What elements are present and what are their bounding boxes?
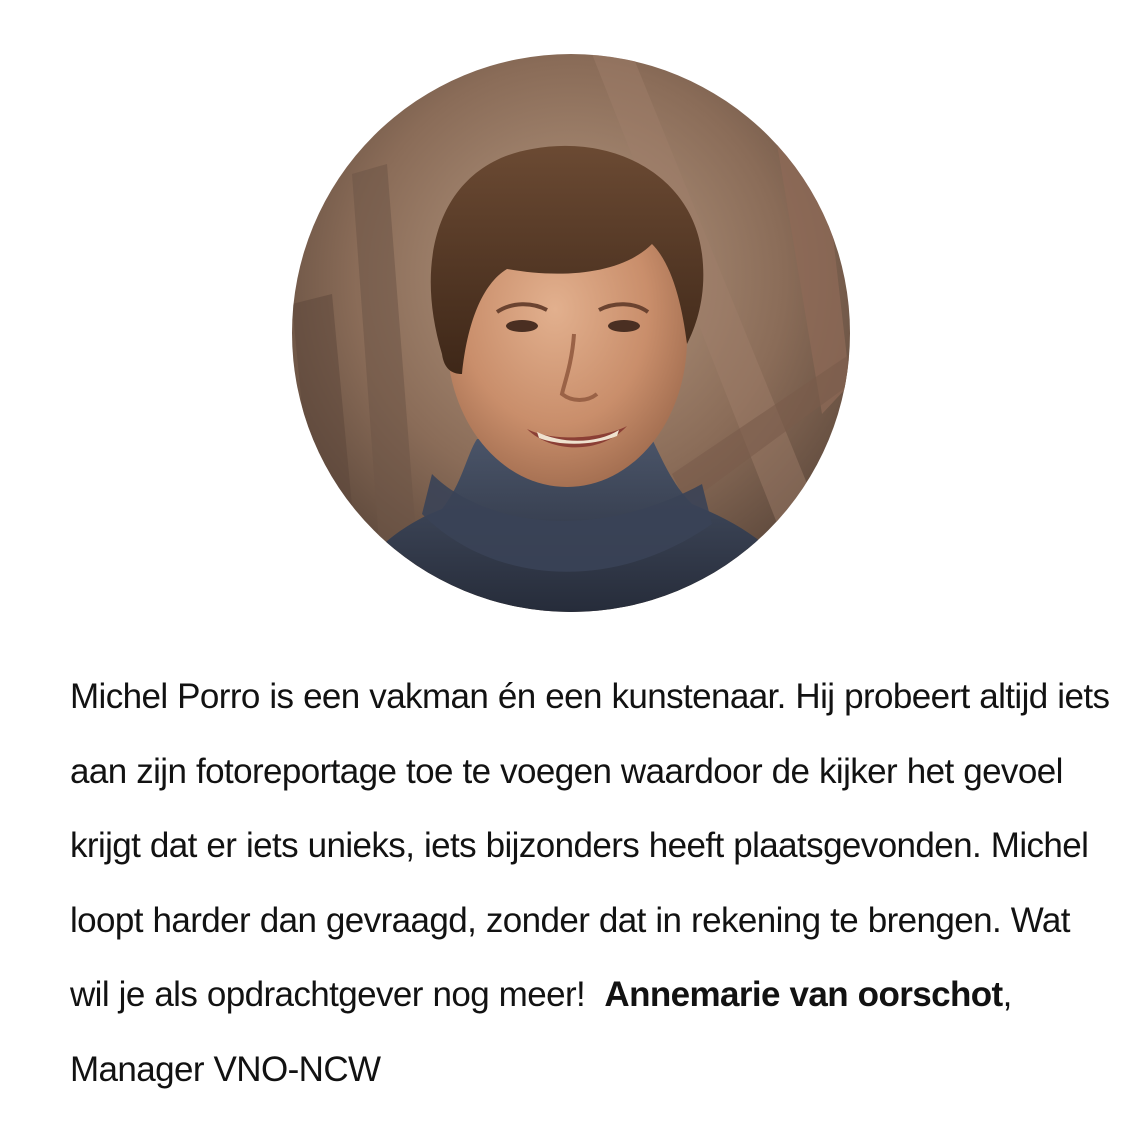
testimonial-text [70,660,1110,1107]
testimonial-quote: Michel Porro is een vakman én een kunstenaar. Hij probeert altijd iets aan zijn fotoreportage toe te voegen waardoor de kijker het gevoel krijgt dat er iets unieks, iets bijzonders heeft plaatsgevonden. Michel loopt harder dan gevraagd, zonder dat in rekening te brengen. Wat wil je als opdrachtgever nog meer! [70,677,1110,1014]
testimonial-author: Annemarie van oorschot [604,975,1003,1014]
portrait-illustration [292,54,850,612]
portrait-photo [292,54,850,612]
testimonial-author-role: , Manager VNO-NCW [70,975,1012,1089]
